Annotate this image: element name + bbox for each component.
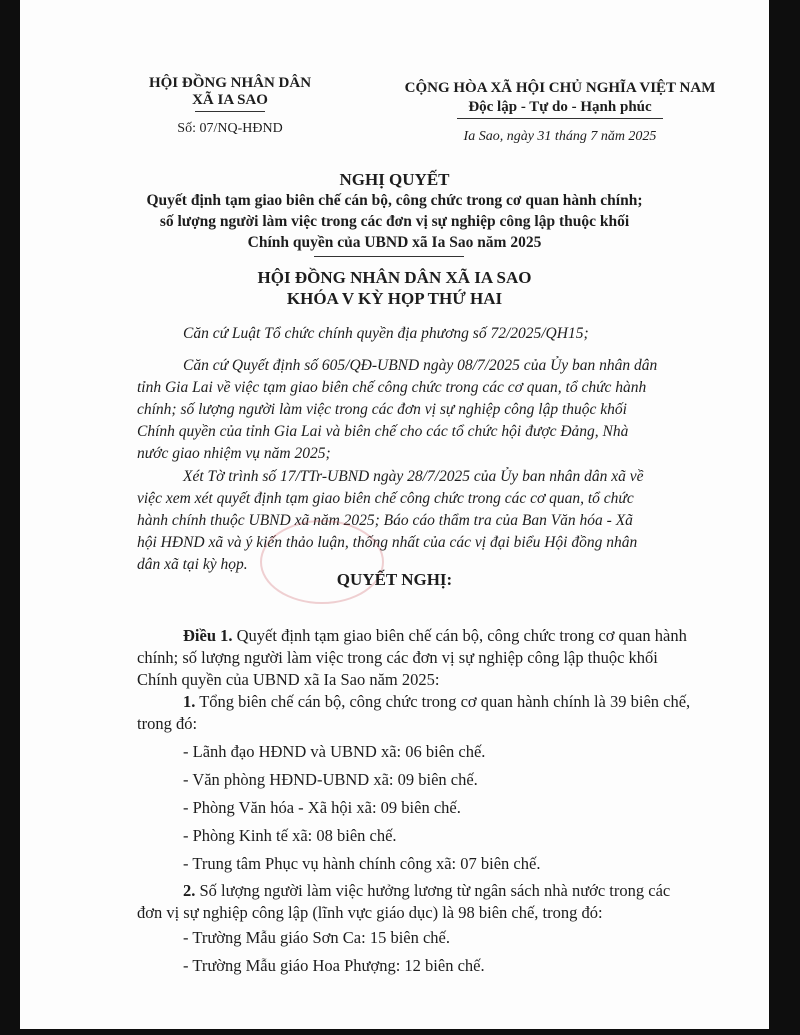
council-name: HỘI ĐỒNG NHÂN DÂN XÃ IA SAO bbox=[257, 268, 532, 287]
subject-line-2: số lượng người làm việc trong các đơn vị sự nghiệp công lập thuộc khối bbox=[159, 213, 630, 230]
document-type: NGHỊ QUYẾT bbox=[339, 170, 450, 189]
preamble-decision-line: chính; số lượng người làm việc trong các đơn vị sự nghiệp công lập thuộc khối bbox=[137, 401, 627, 418]
preamble-proposal-line: dân xã tại kỳ họp. bbox=[137, 556, 248, 573]
item-1-bullet: - Văn phòng HĐND-UBND xã: 09 biên chế. bbox=[183, 770, 478, 789]
item-1-bullet: - Phòng Kinh tế xã: 08 biên chế. bbox=[183, 826, 397, 845]
preamble-proposal-line: Xét Tờ trình số 17/TTr-UBND ngày 28/7/2025 của Ủy ban nhân dân xã về bbox=[183, 468, 644, 485]
preamble-proposal-line: hội HĐND xã và ý kiến thảo luận, thống nhất của các vị đại biểu Hội đồng nhân bbox=[137, 534, 638, 551]
council-session: KHÓA V KỲ HỌP THỨ HAI bbox=[286, 289, 503, 308]
preamble-decision-line: Căn cứ Quyết định số 605/QĐ-UBND ngày 08/7/2025 của Ủy ban nhân dân bbox=[183, 357, 658, 374]
article-1-line: Chính quyền của UBND xã Ia Sao năm 2025: bbox=[137, 670, 440, 689]
preamble-proposal-line: việc xem xét quyết định tạm giao biên chế công chức trong các cơ quan, tổ chức bbox=[137, 490, 634, 507]
preamble-decision-line: Chính quyền của tỉnh Gia Lai và biên chế cho các tổ chức hội được Đảng, Nhà bbox=[137, 423, 629, 440]
document-page bbox=[20, 0, 769, 1029]
subject-line-1: Quyết định tạm giao biên chế cán bộ, công chức trong cơ quan hành chính; bbox=[146, 192, 643, 209]
article-1-first-line bbox=[183, 626, 687, 646]
item-1-bullet: - Lãnh đạo HĐND và UBND xã: 06 biên chế. bbox=[183, 742, 486, 761]
item-1-first-line bbox=[183, 692, 690, 712]
issuer-name: HỘI ĐỒNG NHÂN DÂN bbox=[148, 75, 312, 91]
preamble-proposal-line: hành chính thuộc UBND xã năm 2025; Báo cáo thẩm tra của Ban Văn hóa - Xã bbox=[137, 512, 633, 529]
item-2-line: đơn vị sự nghiệp công lập (lĩnh vực giáo dục) là 98 biên chế, trong đó: bbox=[137, 903, 603, 922]
issuer-underline bbox=[195, 111, 265, 112]
subject-line-3: Chính quyền của UBND xã Ia Sao năm 2025 bbox=[247, 234, 542, 251]
motto-underline bbox=[457, 118, 663, 119]
item-1-text: Tổng biên chế cán bộ, công chức trong cơ quan hành chính là 39 biên chế, bbox=[199, 692, 691, 711]
item-1-bullet: - Trung tâm Phục vụ hành chính công xã: 07 biên chế. bbox=[183, 854, 541, 873]
issuer-commune: XÃ IA SAO bbox=[192, 92, 268, 108]
document-number: Số: 07/NQ-HĐND bbox=[177, 121, 283, 136]
article-1-text: Quyết định tạm giao biên chế cán bộ, công chức trong cơ quan hành bbox=[236, 626, 687, 645]
decision-heading: QUYẾT NGHỊ: bbox=[336, 570, 453, 589]
item-1-line: trong đó: bbox=[137, 714, 198, 733]
item-2-bullet: - Trường Mẫu giáo Hoa Phượng: 12 biên chế. bbox=[183, 956, 485, 975]
place-and-date: Ia Sao, ngày 31 tháng 7 năm 2025 bbox=[463, 129, 657, 144]
faded-seal-stamp bbox=[260, 520, 384, 604]
item-2-bullet: - Trường Mẫu giáo Sơn Ca: 15 biên chế. bbox=[183, 928, 451, 947]
article-1-line: chính; số lượng người làm việc trong các đơn vị sự nghiệp công lập thuộc khối bbox=[137, 648, 658, 667]
scan-border-left bbox=[0, 0, 20, 1035]
scan-border-bottom bbox=[0, 1029, 800, 1035]
item-1-number: 1. bbox=[183, 692, 196, 711]
preamble-law: Căn cứ Luật Tổ chức chính quyền địa phương số 72/2025/QH15; bbox=[183, 325, 589, 342]
title-underline bbox=[314, 256, 464, 257]
national-title: CỘNG HÒA XÃ HỘI CHỦ NGHĨA VIỆT NAM bbox=[404, 80, 716, 96]
item-2-number: 2. bbox=[183, 881, 196, 900]
scan-border-right bbox=[769, 0, 800, 1035]
item-2-first-line bbox=[183, 881, 670, 901]
national-motto: Độc lập - Tự do - Hạnh phúc bbox=[468, 99, 652, 115]
preamble-decision-line: tỉnh Gia Lai về việc tạm giao biên chế công chức trong các cơ quan, tổ chức hành bbox=[137, 379, 647, 396]
item-1-bullet: - Phòng Văn hóa - Xã hội xã: 09 biên chế. bbox=[183, 798, 461, 817]
preamble-decision-line: nước giao nhiệm vụ năm 2025; bbox=[137, 445, 331, 462]
item-2-text: Số lượng người làm việc hưởng lương từ ngân sách nhà nước trong các bbox=[199, 881, 671, 900]
article-1-label: Điều 1. bbox=[183, 626, 233, 645]
